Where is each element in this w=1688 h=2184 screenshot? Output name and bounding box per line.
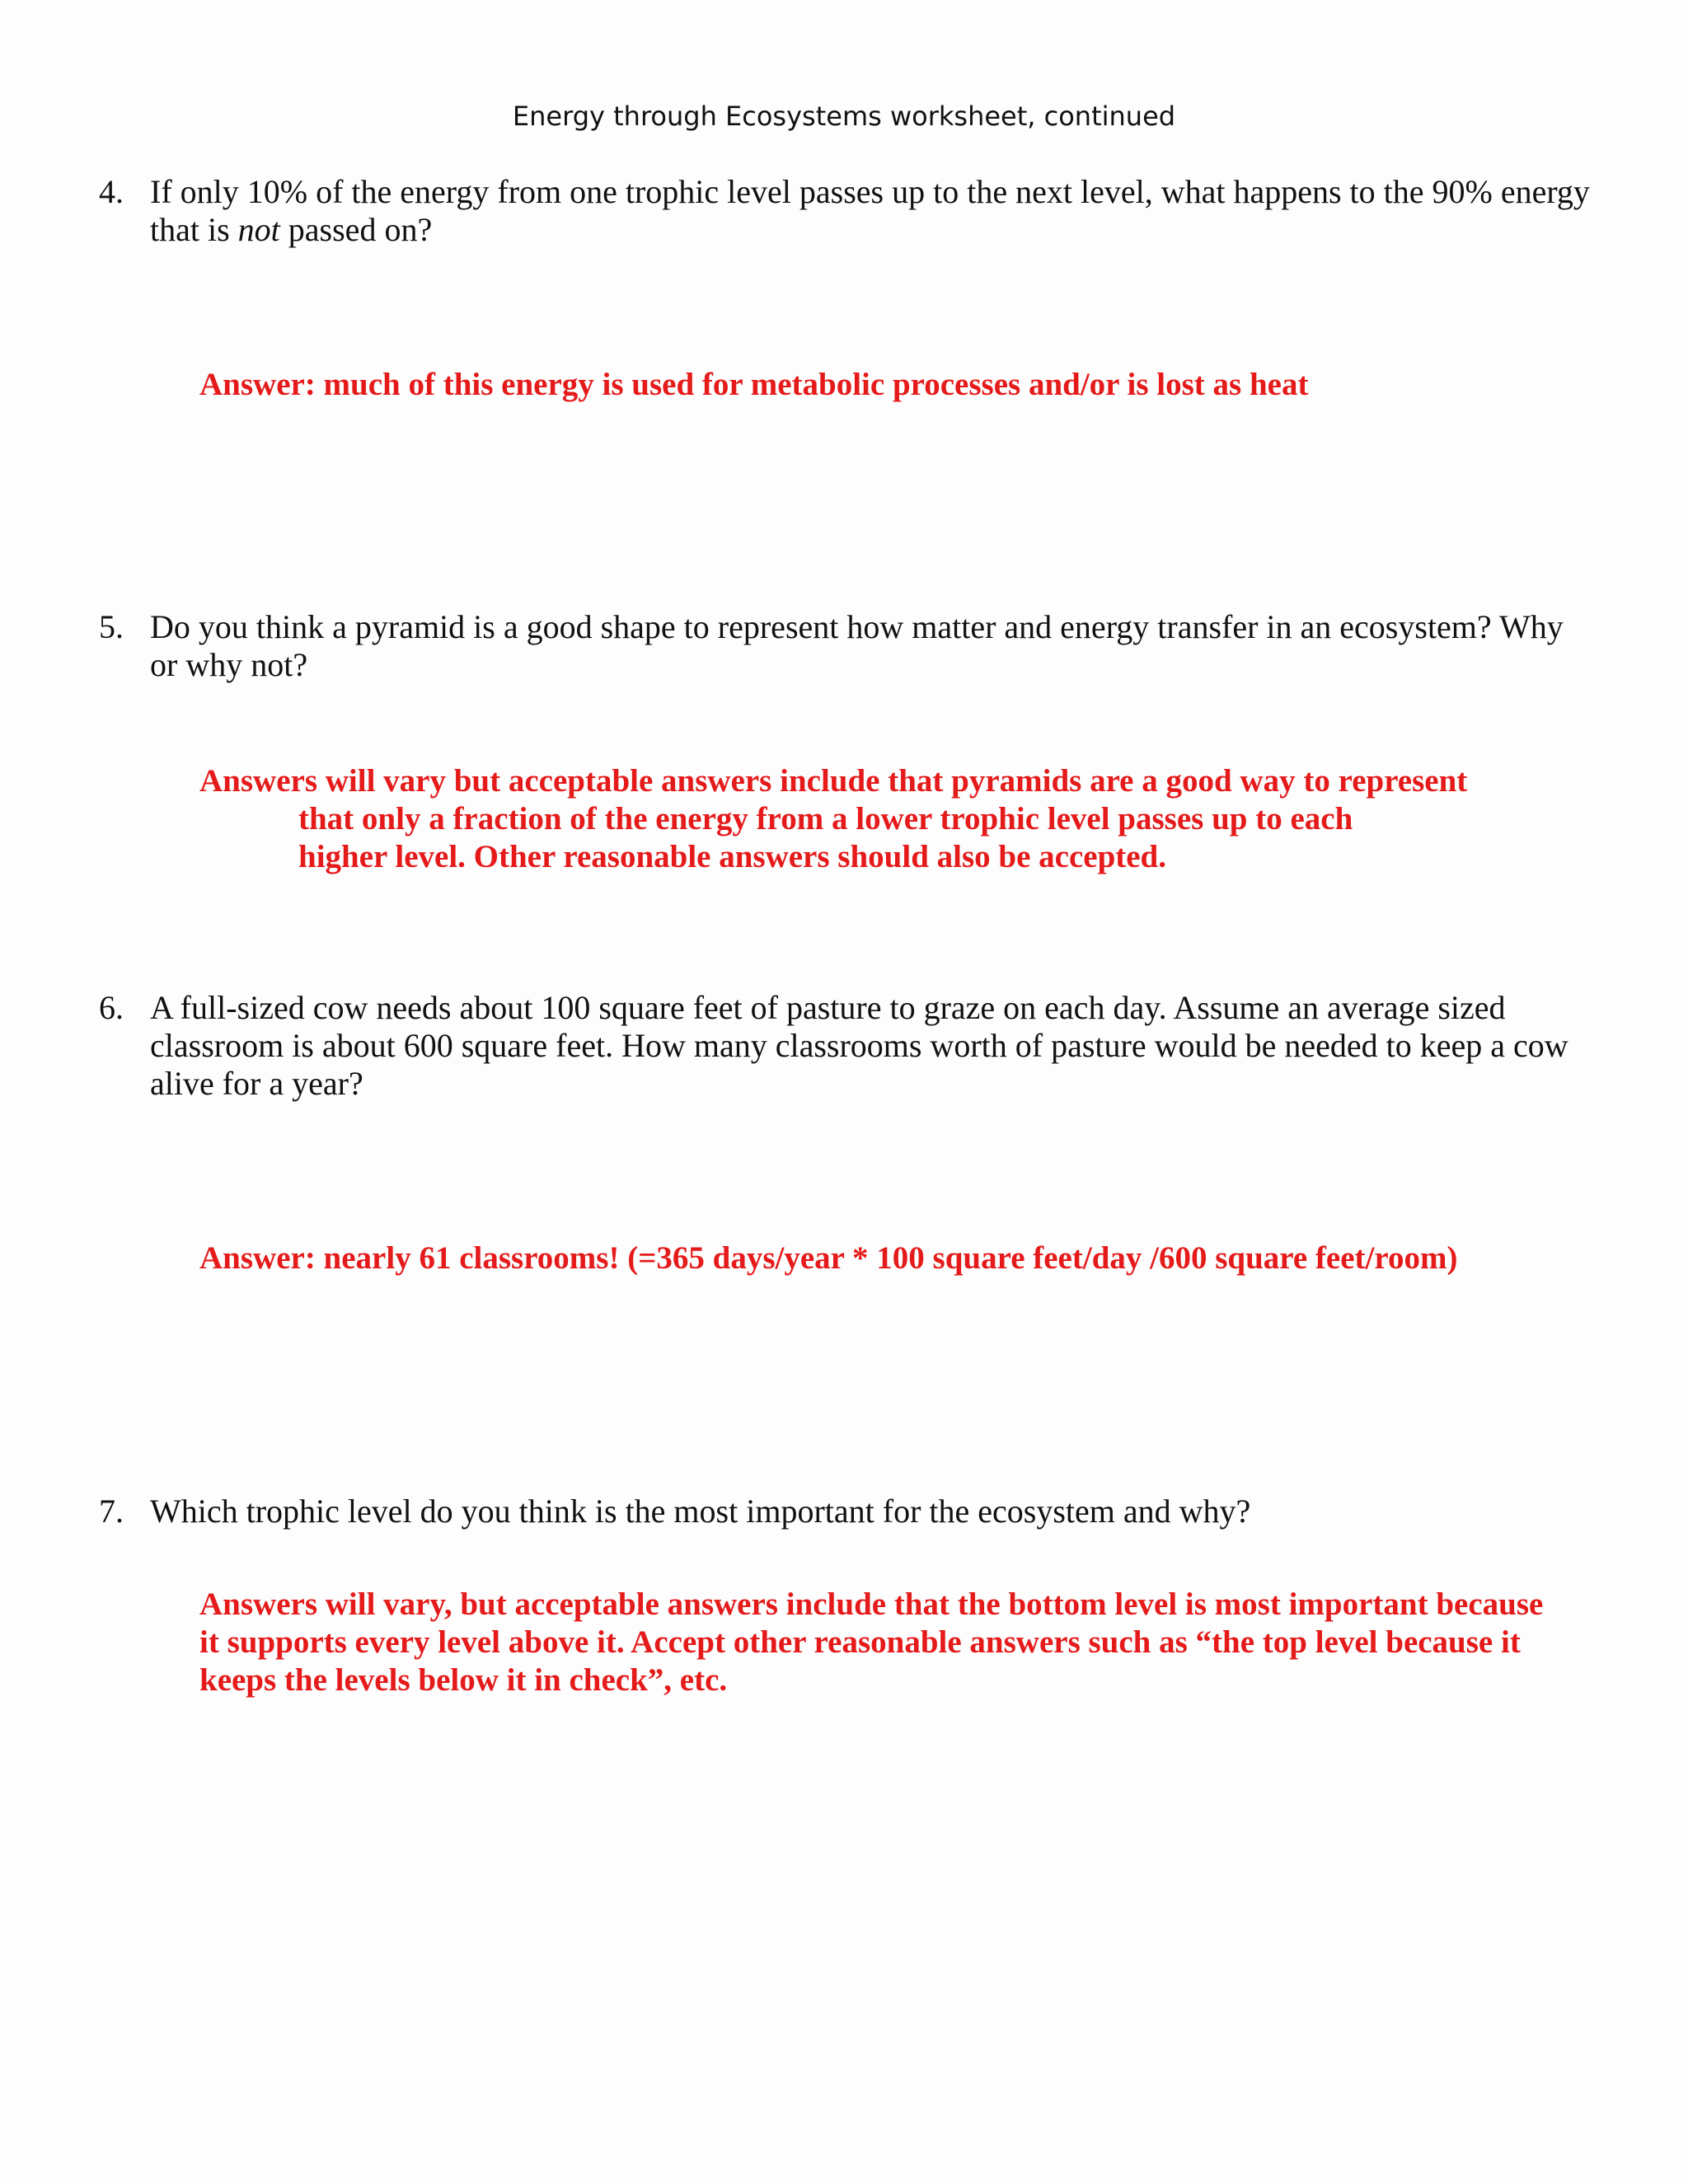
question-number: 4.: [99, 173, 124, 210]
answer-line: Answers will vary but acceptable answers include that pyramids are a good way to represent: [199, 763, 1468, 799]
answer-line: Answer: much of this energy is used for metabolic processes and/or is lost as heat: [199, 367, 1309, 402]
question-text-emphasis: not: [237, 211, 280, 248]
question-5: [99, 608, 1599, 684]
question-text: Do you think a pyramid is a good shape to represent how matter and energy transfer in an ecosystem? Why or why not?: [150, 608, 1564, 683]
answer-4: [199, 366, 1308, 404]
question-text: Which trophic level do you think is the most important for the ecosystem and why?: [150, 1493, 1251, 1530]
question-4: [99, 173, 1599, 249]
question-number: 5.: [99, 608, 124, 645]
question-number: 6.: [99, 989, 124, 1026]
answer-line: Answer: nearly 61 classrooms! (=365 days/year * 100 square feet/day /600 square feet/room): [199, 1240, 1458, 1276]
answer-5: [199, 762, 1467, 876]
question-text: A full-sized cow needs about 100 square feet of pasture to graze on each day. Assume an average sized classroom is about 600 square feet. How many classrooms worth of pasture would be needed to keep a cow alive for a year?: [150, 989, 1568, 1102]
answer-7: [199, 1586, 1543, 1699]
question-7: [99, 1493, 1599, 1530]
answer-line: higher level. Other reasonable answers should also be accepted.: [298, 839, 1166, 874]
page-title: Energy through Ecosystems worksheet, continued: [512, 101, 1176, 132]
answer-line: it supports every level above it. Accept other reasonable answers such as “the top level because it: [199, 1624, 1521, 1660]
question-text-part: passed on?: [279, 211, 433, 248]
answer-line: Answers will vary, but acceptable answers include that the bottom level is most important because: [199, 1586, 1544, 1622]
answer-line: that only a fraction of the energy from a lower trophic level passes up to each: [298, 801, 1353, 837]
question-text: [150, 173, 1599, 249]
question-6: [99, 989, 1599, 1103]
question-text-part: If only 10% of the energy from one trophic level passes up to the next level, what happens to the 90% energy that is: [150, 173, 1590, 248]
question-number: 7.: [99, 1493, 124, 1530]
answer-6: [199, 1240, 1457, 1277]
answer-line: keeps the levels below it in check”, etc.: [199, 1662, 728, 1698]
